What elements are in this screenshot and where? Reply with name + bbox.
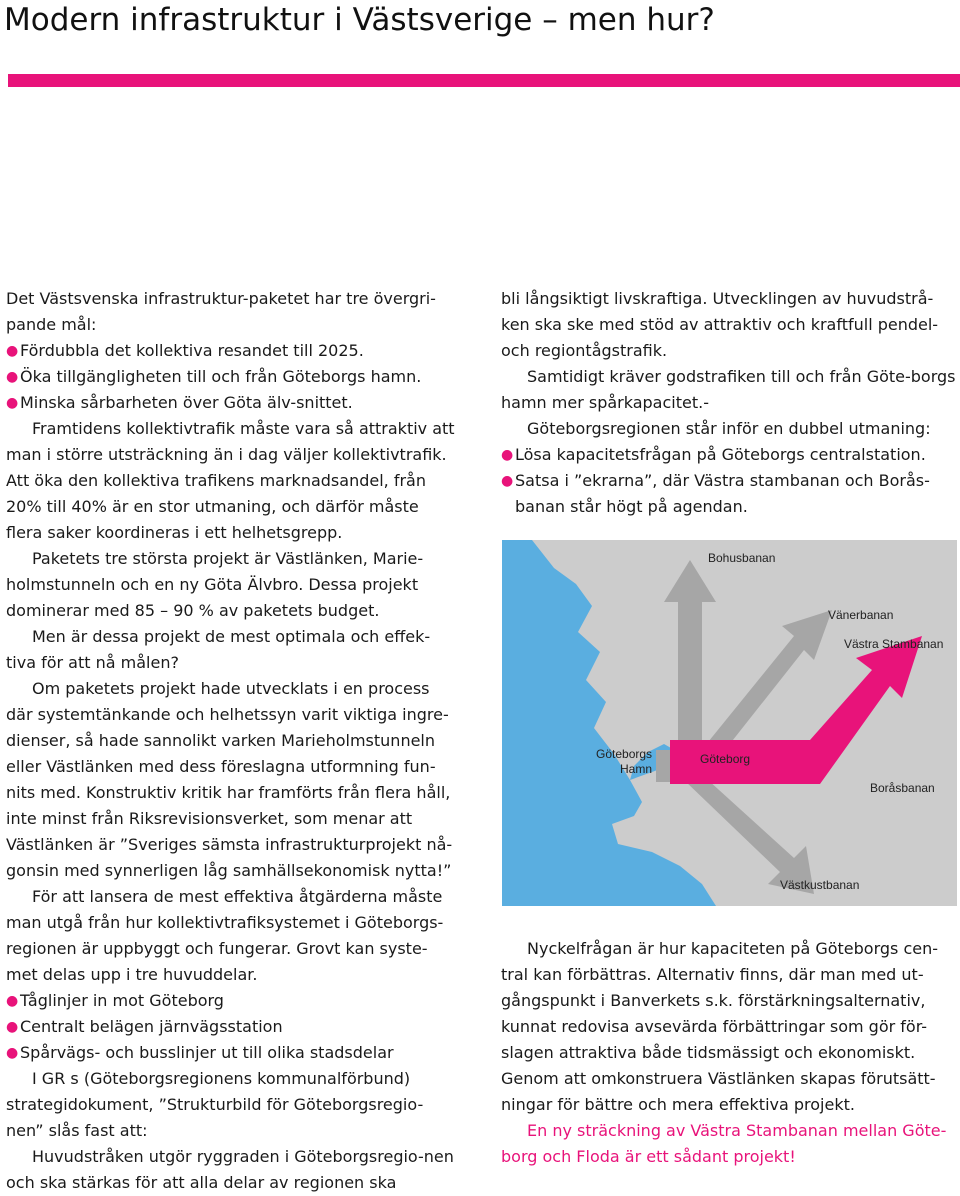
paragraph: Samtidigt kräver godstrafiken till och från Göte-borgs hamn mer spårkapacitet.- — [501, 367, 956, 412]
bullet-icon: ● — [6, 369, 19, 385]
borasbanan-label: Boråsbanan — [870, 781, 935, 795]
paragraph: Huvudstråken utgör ryggraden i Göteborgsregio-nen och ska stärkas för att alla delar av regionen ska — [6, 1147, 454, 1192]
page-title: Modern infrastruktur i Västsverige – men hur? — [4, 2, 715, 38]
challenge-text: Satsa i ”ekrarna”, där Västra stambanan och Borås-banan står högt på agendan. — [515, 471, 930, 516]
bullet-icon: ● — [6, 343, 19, 359]
paragraph: bli långsiktigt livskraftiga. Utvecklingen av huvudstrå-ken ska ske med stöd av attraktiv och kraftfull pendel- och regiontågstrafik. — [501, 289, 939, 360]
column-left — [6, 286, 459, 1196]
goal-text: Minska sårbarheten över Göta älv-snittet. — [20, 393, 353, 412]
paragraph: I GR s (Göteborgsregionens kommunalförbund) strategidokument, ”Strukturbild för Göteborgsregio-nen” slås fast att: — [6, 1069, 424, 1140]
goteborg-label: Göteborg — [700, 752, 751, 766]
part-text: Tåglinjer in mot Göteborg — [20, 991, 224, 1010]
paragraph: Men är dessa projekt de mest optimala och effek-tiva för att nå målen? — [6, 627, 431, 672]
part-text: Spårvägs- och busslinjer ut till olika stadsdelar — [20, 1043, 394, 1062]
part-item — [6, 988, 459, 1014]
paragraph: Göteborgsregionen står inför en dubbel utmaning: — [527, 419, 931, 438]
bullet-icon: ● — [501, 473, 514, 489]
challenge-text: Lösa kapacitetsfrågan på Göteborgs centralstation. — [515, 445, 926, 464]
bullet-icon: ● — [501, 447, 514, 463]
part-text: Centralt belägen järnvägsstation — [20, 1017, 283, 1036]
hamn-arrow — [656, 750, 670, 782]
goteborgs-hamn-label-2: Hamn — [620, 762, 653, 776]
part-item — [6, 1014, 459, 1040]
bullet-icon: ● — [6, 1019, 19, 1035]
goal-text: Öka tillgängligheten till och från Göteborgs hamn. — [20, 367, 422, 386]
goal-item — [6, 364, 459, 390]
intro-paragraph: Det Västsvenska infrastruktur-paketet har tre övergri-pande mål: — [6, 289, 436, 334]
goal-text: Fördubbla det kollektiva resandet till 2025. — [20, 341, 364, 360]
title-rule — [8, 74, 960, 87]
highlight-paragraph: En ny sträckning av Västra Stambanan mellan Göte-borg och Floda är ett sådant projekt! — [501, 1121, 947, 1166]
bullet-icon: ● — [6, 993, 19, 1009]
bohusbanan-label: Bohusbanan — [708, 551, 776, 565]
paragraph: Om paketets projekt hade utvecklats i en process där systemtänkande och helhetssyn varit viktiga ingre-dienser, så hade sannolikt varken Marieholmstunneln eller Västlänken med dess föreslagna utformning fun-nits med. Konstruktiv kritik har framförts från flera håll, inte minst från Riksrevisionsverket, som menar att Västlänken är ”Sveriges sämsta infrastrukturprojekt nå-gonsin med synnerligen låg samhällsekonomisk nytta!” — [6, 679, 453, 880]
vanerbanan-label: Vänerbanan — [828, 608, 894, 622]
challenge-item — [501, 468, 957, 520]
bullet-icon: ● — [6, 395, 19, 411]
part-item — [6, 1040, 459, 1066]
goal-item — [6, 390, 459, 416]
paragraph: För att lansera de mest effektiva åtgärderna måste man utgå från hur kollektivtrafiksystemet i Göteborgs-regionen är uppbyggt och fungerar. Grovt kan syste-met delas upp i tre huvuddelar. — [6, 887, 444, 984]
rail-map-figure — [502, 540, 957, 906]
paragraph: Att öka den kollektiva trafikens marknadsandel, från 20% till 40% är en stor utmaning, och därför måste flera saker koordineras i ett helhetsgrepp. — [6, 471, 426, 542]
column-right-top — [501, 286, 957, 520]
column-right-bottom — [501, 936, 957, 1170]
paragraph: Framtidens kollektivtrafik måste vara så attraktiv att man i större utsträckning än i dag väljer kollektivtrafik. — [6, 419, 455, 464]
challenge-item — [501, 442, 957, 468]
bullet-icon: ● — [6, 1045, 19, 1061]
vastkustbanan-label: Västkustbanan — [780, 878, 860, 892]
goteborgs-hamn-label: Göteborgs — [596, 747, 653, 761]
paragraph: Paketets tre största projekt är Västlänken, Marie-holmstunneln och en ny Göta Älvbro. Dessa projekt dominerar med 85 – 90 % av paketets budget. — [6, 549, 424, 620]
goal-item — [6, 338, 459, 364]
paragraph: Nyckelfrågan är hur kapaciteten på Göteborgs cen-tral kan förbättras. Alternativ finns, där man med ut-gångspunkt i Banverkets s.k. förstärkningsalternativ, kunnat redovisa avsevärda förbättringar som gör för-slagen attraktiva både tidsmässigt och ekonomiskt. Genom att omkonstruera Västlänken skapas förutsätt-ningar för bättre och mera effektiva projekt. — [501, 939, 939, 1114]
vastra-stambanan-label: Västra Stambanan — [844, 637, 944, 651]
